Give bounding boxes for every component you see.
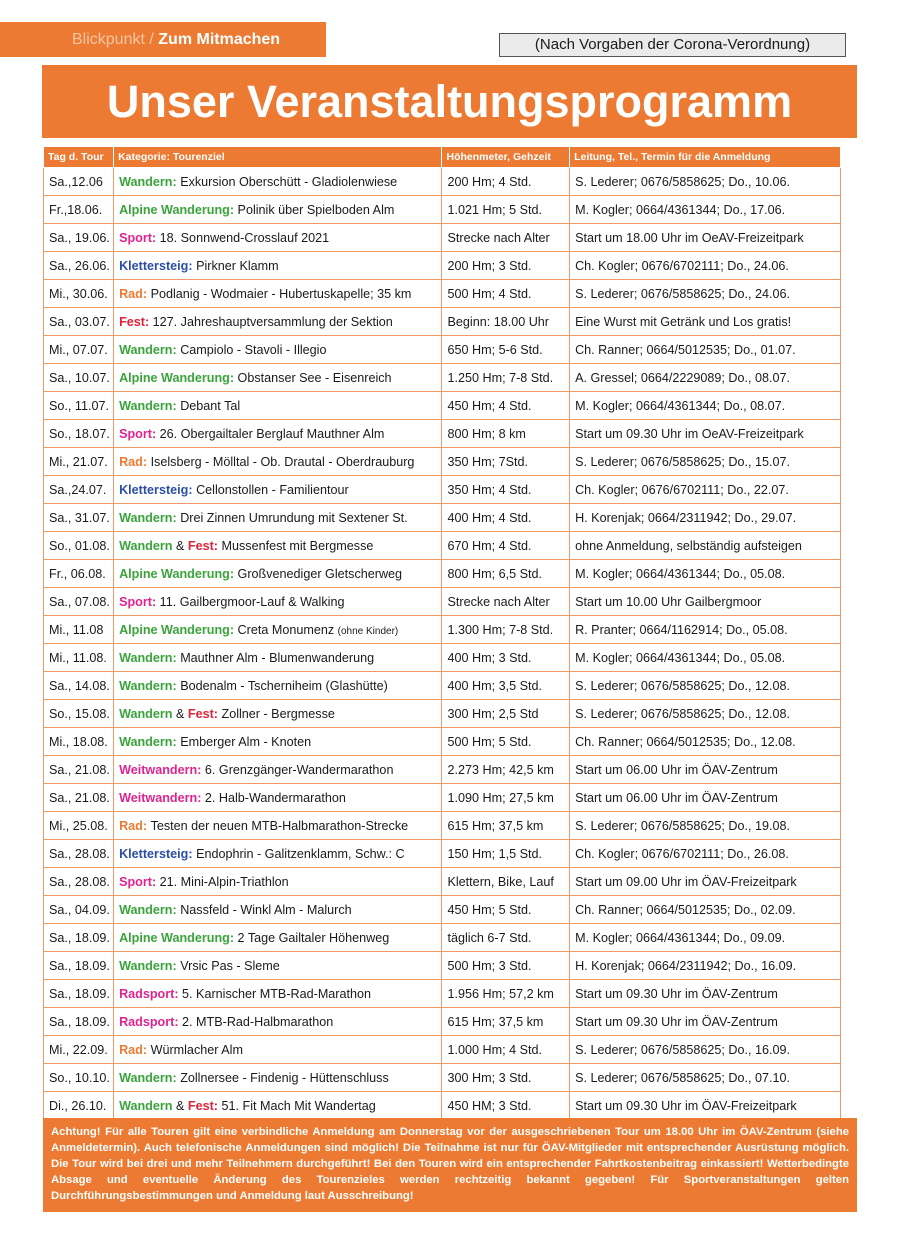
- tour-target: Bodenalm - Tscherniheim (Glashütte): [180, 678, 388, 693]
- row-category-target: [114, 280, 442, 308]
- category-colon: :: [174, 986, 183, 1001]
- category-colon: :: [172, 510, 181, 525]
- category-label: Klettersteig: [119, 846, 189, 861]
- row-date: So., 15.08.: [44, 700, 114, 728]
- row-lead: S. Lederer; 0676/5858625; Do., 16.09.: [570, 1036, 841, 1064]
- tour-target: Zollner - Bergmesse: [221, 706, 335, 721]
- category-colon: :: [144, 314, 153, 329]
- category-colon: :: [229, 202, 238, 217]
- row-height-time: 400 Hm; 3 Std.: [442, 644, 570, 672]
- tour-target: 2. Halb-Wandermarathon: [204, 790, 346, 805]
- tour-target: 5. Karnischer MTB-Rad-Marathon: [182, 986, 372, 1001]
- category-label: Wandern: [119, 1098, 173, 1113]
- table-row: [44, 672, 841, 700]
- row-height-time: 300 Hm; 2,5 Std: [442, 700, 570, 728]
- category-label: Wandern: [119, 1070, 173, 1085]
- row-date: Sa., 18.09.: [44, 924, 114, 952]
- row-category-target: [114, 924, 442, 952]
- corona-note: (Nach Vorgaben der Corona-Verordnung): [499, 33, 846, 57]
- table-row: [44, 532, 841, 560]
- table-row: [44, 896, 841, 924]
- row-category-target: [114, 616, 442, 644]
- category-colon: :: [172, 678, 181, 693]
- category-label: Radsport: [119, 986, 175, 1001]
- tour-target: Campiolo - Stavoli - Illegio: [180, 342, 327, 357]
- row-category-target: [114, 672, 442, 700]
- row-date: Sa., 18.09.: [44, 980, 114, 1008]
- header-category: Kategorie: Tourenziel: [114, 147, 442, 168]
- category-label: Fest: [187, 538, 214, 553]
- table-row: [44, 868, 841, 896]
- row-date: Sa., 31.07.: [44, 504, 114, 532]
- row-category-target: [114, 252, 442, 280]
- row-category-target: [114, 1092, 442, 1120]
- category-colon: :: [151, 874, 160, 889]
- category-colon: :: [142, 1042, 151, 1057]
- row-lead: S. Lederer; 0676/5858625; Do., 07.10.: [570, 1064, 841, 1092]
- row-lead: Start um 06.00 Uhr im ÖAV-Zentrum: [570, 784, 841, 812]
- subsection-label: Zum Mitmachen: [158, 31, 281, 48]
- row-lead: S. Lederer; 0676/5858625; Do., 12.08.: [570, 700, 841, 728]
- row-lead: Eine Wurst mit Getränk und Los gratis!: [570, 308, 841, 336]
- tour-target: 18. Sonnwend-Crosslauf 2021: [159, 230, 330, 245]
- table-row: [44, 980, 841, 1008]
- row-height-time: Klettern, Bike, Lauf: [442, 868, 570, 896]
- row-height-time: 1.090 Hm; 27,5 km: [442, 784, 570, 812]
- table-row: [44, 924, 841, 952]
- category-colon: :: [172, 342, 181, 357]
- row-height-time: 150 Hm; 1,5 Std.: [442, 840, 570, 868]
- tour-target: Testen der neuen MTB-Halbmarathon-Strecke: [150, 818, 409, 833]
- row-height-time: 400 Hm; 4 Std.: [442, 504, 570, 532]
- row-category-target: [114, 1064, 442, 1092]
- category-label: Klettersteig: [119, 482, 189, 497]
- tour-target: Polinik über Spielboden Alm: [237, 202, 395, 217]
- header-height: Höhenmeter, Gehzeit: [442, 147, 570, 168]
- category-colon: :: [229, 370, 238, 385]
- table-row: [44, 476, 841, 504]
- category-colon: :: [213, 706, 222, 721]
- row-date: Sa., 28.08.: [44, 868, 114, 896]
- row-date: Sa., 07.08.: [44, 588, 114, 616]
- category-label: Wandern: [119, 538, 173, 553]
- table-row: [44, 1036, 841, 1064]
- row-lead: Start um 18.00 Uhr im OeAV-Freizeitpark: [570, 224, 841, 252]
- row-height-time: Strecke nach Alter: [442, 224, 570, 252]
- category-colon: :: [174, 1014, 183, 1029]
- category-colon: :: [172, 958, 181, 973]
- tour-target: Endophrin - Galitzenklamm, Schw.: C: [196, 846, 405, 861]
- category-label: Wandern: [119, 650, 173, 665]
- category-colon: :: [172, 650, 181, 665]
- tour-target: Pirkner Klamm: [196, 258, 279, 273]
- row-date: So., 01.08.: [44, 532, 114, 560]
- row-height-time: Strecke nach Alter: [442, 588, 570, 616]
- category-label: Alpine Wanderung: [119, 566, 230, 581]
- category-label: Fest: [119, 314, 145, 329]
- row-date: Sa., 14.08.: [44, 672, 114, 700]
- table-row: [44, 420, 841, 448]
- row-category-target: [114, 784, 442, 812]
- category-label: Fest: [187, 1098, 214, 1113]
- category-label: Wandern: [119, 734, 173, 749]
- row-category-target: [114, 560, 442, 588]
- row-category-target: [114, 336, 442, 364]
- row-lead: M. Kogler; 0664/4361344; Do., 05.08.: [570, 644, 841, 672]
- row-date: Mi., 07.07.: [44, 336, 114, 364]
- category-label: Sport: [119, 874, 152, 889]
- row-date: Mi., 11.08.: [44, 644, 114, 672]
- tour-target: Emberger Alm - Knoten: [180, 734, 312, 749]
- row-category-target: [114, 644, 442, 672]
- row-height-time: 1.300 Hm; 7-8 Std.: [442, 616, 570, 644]
- table-row: [44, 252, 841, 280]
- table-row: [44, 644, 841, 672]
- row-lead: Start um 09.30 Uhr im OeAV-Freizeitpark: [570, 420, 841, 448]
- row-lead: R. Pranter; 0664/1162914; Do., 05.08.: [570, 616, 841, 644]
- row-category-target: [114, 448, 442, 476]
- category-colon: :: [188, 482, 197, 497]
- category-colon: :: [197, 762, 205, 777]
- category-label: Rad: [119, 454, 143, 469]
- category-colon: :: [142, 454, 151, 469]
- row-lead: H. Korenjak; 0664/2311942; Do., 16.09.: [570, 952, 841, 980]
- row-height-time: 450 Hm; 4 Std.: [442, 392, 570, 420]
- row-date: Sa., 28.08.: [44, 840, 114, 868]
- category-colon: :: [172, 174, 181, 189]
- category-label: Sport: [119, 426, 152, 441]
- row-category-target: [114, 728, 442, 756]
- tour-target: Podlanig - Wodmaier - Hubertuskapelle; 35 km: [150, 286, 412, 301]
- row-lead: S. Lederer; 0676/5858625; Do., 19.08.: [570, 812, 841, 840]
- table-row: [44, 700, 841, 728]
- row-height-time: 2.273 Hm; 42,5 km: [442, 756, 570, 784]
- row-lead: Start um 09.30 Uhr im ÖAV-Freizeitpark: [570, 1092, 841, 1120]
- row-lead: A. Gressel; 0664/2229089; Do., 08.07.: [570, 364, 841, 392]
- table-row: [44, 840, 841, 868]
- category-label: Wandern: [119, 398, 173, 413]
- row-category-target: [114, 700, 442, 728]
- table-row: [44, 728, 841, 756]
- row-date: Mi., 11.08: [44, 616, 114, 644]
- row-date: So., 18.07.: [44, 420, 114, 448]
- row-lead: Start um 06.00 Uhr im ÖAV-Zentrum: [570, 756, 841, 784]
- category-colon: :: [172, 734, 181, 749]
- tour-target: 2. MTB-Rad-Halbmarathon: [182, 1014, 334, 1029]
- table-row: [44, 1092, 841, 1120]
- table-row: [44, 756, 841, 784]
- header-lead: Leitung, Tel., Termin für die Anmeldung: [570, 147, 841, 168]
- category-colon: :: [188, 258, 197, 273]
- program-table: [43, 146, 841, 1120]
- row-category-target: [114, 952, 442, 980]
- row-height-time: 800 Hm; 6,5 Std.: [442, 560, 570, 588]
- row-lead: Start um 09.30 Uhr im ÖAV-Zentrum: [570, 1008, 841, 1036]
- row-lead: S. Lederer; 0676/5858625; Do., 10.06.: [570, 168, 841, 196]
- header-date: Tag d. Tour: [44, 147, 114, 168]
- table-row: [44, 308, 841, 336]
- row-category-target: [114, 308, 442, 336]
- row-date: Mi., 30.06.: [44, 280, 114, 308]
- row-height-time: 800 Hm; 8 km: [442, 420, 570, 448]
- row-height-time: 350 Hm; 7Std.: [442, 448, 570, 476]
- row-height-time: täglich 6-7 Std.: [442, 924, 570, 952]
- section-label: Blickpunkt /: [72, 31, 154, 48]
- row-category-target: [114, 364, 442, 392]
- row-lead: Start um 10.00 Uhr Gailbergmoor: [570, 588, 841, 616]
- tour-target: Iselsberg - Mölltal - Ob. Drautal - Oberdrauburg: [150, 454, 415, 469]
- row-height-time: 650 Hm; 5-6 Std.: [442, 336, 570, 364]
- row-lead: Ch. Ranner; 0664/5012535; Do., 01.07.: [570, 336, 841, 364]
- row-lead: Ch. Kogler; 0676/6702111; Do., 24.06.: [570, 252, 841, 280]
- table-row: [44, 280, 841, 308]
- row-category-target: [114, 420, 442, 448]
- row-lead: S. Lederer; 0676/5858625; Do., 12.08.: [570, 672, 841, 700]
- category-label: Wandern: [119, 174, 173, 189]
- row-date: Sa., 18.09.: [44, 1008, 114, 1036]
- tour-target: 6. Grenzgänger-Wandermarathon: [204, 762, 394, 777]
- category-label: Alpine Wanderung: [119, 202, 230, 217]
- category-label: Sport: [119, 230, 152, 245]
- row-category-target: [114, 840, 442, 868]
- tour-target: Mauthner Alm - Blumenwanderung: [180, 650, 375, 665]
- row-date: Mi., 21.07.: [44, 448, 114, 476]
- footer-notice: Achtung! Für alle Touren gilt eine verbindliche Anmeldung am Donnerstag vor der ausgeschriebenen Tour um 18.00 Uhr im ÖAV-Zentrum (siehe Anmeldetermin). Auch telefonische Anmeldungen sind möglich! Die Teilnahme ist nur für ÖAV-Mitglieder mit entsprechender Ausrüstung möglich. Die Tour wird bei drei und mehr Teilnehmern durchgeführt! Bei den Touren wird ein entsprechender Fahrtkostenbeitrag einkassiert! Wetterbedingte Absage und eventuelle Änderung des Tourenzieles werden rechtzeitig bekannt gegeben! Für Sportveranstaltungen gelten Durchführungsbestimmungen und Anmeldung laut Ausschreibung!: [43, 1118, 857, 1212]
- category-colon: :: [188, 846, 197, 861]
- tour-target: 21. Mini-Alpin-Triathlon: [159, 874, 289, 889]
- row-height-time: 615 Hm; 37,5 km: [442, 1008, 570, 1036]
- category-label: Weitwandern: [119, 762, 198, 777]
- row-date: Sa.,12.06: [44, 168, 114, 196]
- category-separator: &: [172, 706, 188, 721]
- row-date: Sa., 26.06.: [44, 252, 114, 280]
- row-category-target: [114, 980, 442, 1008]
- category-label: Wandern: [119, 342, 173, 357]
- tour-target: 127. Jahreshauptversammlung der Sektion: [152, 314, 393, 329]
- tour-target: Zollnersee - Findenig - Hüttenschluss: [180, 1070, 389, 1085]
- tour-target: Nassfeld - Winkl Alm - Malurch: [180, 902, 352, 917]
- table-body: [44, 168, 841, 1120]
- tour-target: Drei Zinnen Umrundung mit Sextener St.: [180, 510, 408, 525]
- table-row: [44, 196, 841, 224]
- row-category-target: [114, 196, 442, 224]
- category-colon: :: [229, 622, 238, 637]
- row-category-target: [114, 476, 442, 504]
- table-row: [44, 448, 841, 476]
- row-category-target: [114, 896, 442, 924]
- category-label: Rad: [119, 1042, 143, 1057]
- row-lead: M. Kogler; 0664/4361344; Do., 05.08.: [570, 560, 841, 588]
- category-label: Wandern: [119, 958, 173, 973]
- table-row: [44, 392, 841, 420]
- row-lead: Ch. Ranner; 0664/5012535; Do., 02.09.: [570, 896, 841, 924]
- row-height-time: 1.250 Hm; 7-8 Std.: [442, 364, 570, 392]
- table-row: [44, 224, 841, 252]
- category-colon: :: [213, 1098, 222, 1113]
- row-date: So., 11.07.: [44, 392, 114, 420]
- row-lead: Ch. Kogler; 0676/6702111; Do., 22.07.: [570, 476, 841, 504]
- row-height-time: 615 Hm; 37,5 km: [442, 812, 570, 840]
- row-category-target: [114, 756, 442, 784]
- row-date: Mi., 18.08.: [44, 728, 114, 756]
- row-date: Sa., 04.09.: [44, 896, 114, 924]
- row-height-time: 670 Hm; 4 Std.: [442, 532, 570, 560]
- row-lead: Start um 09.30 Uhr im ÖAV-Zentrum: [570, 980, 841, 1008]
- category-label: Wandern: [119, 678, 173, 693]
- row-category-target: [114, 1008, 442, 1036]
- row-date: Sa., 18.09.: [44, 952, 114, 980]
- category-label: Sport: [119, 594, 152, 609]
- table-row: [44, 1064, 841, 1092]
- tour-target: Mussenfest mit Bergmesse: [221, 538, 374, 553]
- category-label: Wandern: [119, 510, 173, 525]
- row-height-time: 450 Hm; 5 Std.: [442, 896, 570, 924]
- row-height-time: 500 Hm; 3 Std.: [442, 952, 570, 980]
- row-lead: Ch. Kogler; 0676/6702111; Do., 26.08.: [570, 840, 841, 868]
- row-height-time: 1.956 Hm; 57,2 km: [442, 980, 570, 1008]
- category-label: Rad: [119, 286, 143, 301]
- category-colon: :: [229, 566, 238, 581]
- row-lead: S. Lederer; 0676/5858625; Do., 15.07.: [570, 448, 841, 476]
- table-row: [44, 168, 841, 196]
- category-label: Radsport: [119, 1014, 175, 1029]
- table-row: [44, 364, 841, 392]
- row-date: Sa., 19.06.: [44, 224, 114, 252]
- category-label: Alpine Wanderung: [119, 930, 230, 945]
- row-lead: M. Kogler; 0664/4361344; Do., 08.07.: [570, 392, 841, 420]
- row-height-time: 400 Hm; 3,5 Std.: [442, 672, 570, 700]
- category-colon: :: [172, 902, 181, 917]
- row-date: Di., 26.10.: [44, 1092, 114, 1120]
- row-date: Mi., 25.08.: [44, 812, 114, 840]
- tour-target: Vrsic Pas - Sleme: [180, 958, 280, 973]
- category-colon: :: [151, 230, 160, 245]
- tour-target: 51. Fit Mach Mit Wandertag: [221, 1098, 376, 1113]
- row-date: Fr., 06.08.: [44, 560, 114, 588]
- category-label: Wandern: [119, 902, 173, 917]
- row-height-time: 500 Hm; 4 Std.: [442, 280, 570, 308]
- category-colon: :: [229, 930, 238, 945]
- table-row: [44, 952, 841, 980]
- row-lead: M. Kogler; 0664/4361344; Do., 17.06.: [570, 196, 841, 224]
- row-date: Fr.,18.06.: [44, 196, 114, 224]
- row-date: Mi., 22.09.: [44, 1036, 114, 1064]
- tour-target-note: (ohne Kinder): [337, 625, 399, 637]
- tour-target: Cellonstollen - Familientour: [196, 482, 349, 497]
- table-row: [44, 504, 841, 532]
- row-date: Sa., 21.08.: [44, 784, 114, 812]
- category-colon: :: [172, 398, 181, 413]
- row-height-time: 450 HM; 3 Std.: [442, 1092, 570, 1120]
- row-height-time: Beginn: 18.00 Uhr: [442, 308, 570, 336]
- category-label: Rad: [119, 818, 143, 833]
- row-height-time: 200 Hm; 4 Std.: [442, 168, 570, 196]
- table-row: [44, 616, 841, 644]
- row-date: So., 10.10.: [44, 1064, 114, 1092]
- tour-target: Debant Tal: [180, 398, 241, 413]
- row-date: Sa., 10.07.: [44, 364, 114, 392]
- row-category-target: [114, 532, 442, 560]
- tour-target: 2 Tage Gailtaler Höhenweg: [237, 930, 390, 945]
- row-category-target: [114, 868, 442, 896]
- tour-target: Exkursion Oberschütt - Gladiolenwiese: [180, 174, 398, 189]
- category-colon: :: [172, 1070, 181, 1085]
- row-category-target: [114, 504, 442, 532]
- row-lead: H. Korenjak; 0664/2311942; Do., 29.07.: [570, 504, 841, 532]
- category-colon: :: [151, 594, 160, 609]
- table-row: [44, 812, 841, 840]
- row-lead: S. Lederer; 0676/5858625; Do., 24.06.: [570, 280, 841, 308]
- tour-target: Creta Monumenz: [237, 622, 335, 637]
- row-category-target: [114, 224, 442, 252]
- category-label: Fest: [187, 706, 214, 721]
- row-lead: Start um 09.00 Uhr im ÖAV-Freizeitpark: [570, 868, 841, 896]
- table-row: [44, 336, 841, 364]
- category-label: Weitwandern: [119, 790, 198, 805]
- row-date: Sa., 03.07.: [44, 308, 114, 336]
- category-label: Alpine Wanderung: [119, 622, 230, 637]
- tour-target: Würmlacher Alm: [150, 1042, 243, 1057]
- row-lead: Ch. Ranner; 0664/5012535; Do., 12.08.: [570, 728, 841, 756]
- row-height-time: 1.021 Hm; 5 Std.: [442, 196, 570, 224]
- table-row: [44, 560, 841, 588]
- row-date: Sa.,24.07.: [44, 476, 114, 504]
- row-height-time: 500 Hm; 5 Std.: [442, 728, 570, 756]
- category-colon: :: [197, 790, 205, 805]
- category-label: Wandern: [119, 706, 173, 721]
- row-height-time: 350 Hm; 4 Std.: [442, 476, 570, 504]
- row-category-target: [114, 588, 442, 616]
- row-category-target: [114, 812, 442, 840]
- table-row: [44, 588, 841, 616]
- category-colon: :: [142, 818, 151, 833]
- table-header-row: [44, 147, 841, 168]
- category-colon: :: [142, 286, 151, 301]
- category-separator: &: [172, 1098, 188, 1113]
- row-height-time: 200 Hm; 3 Std.: [442, 252, 570, 280]
- row-category-target: [114, 1036, 442, 1064]
- row-lead: ohne Anmeldung, selbständig aufsteigen: [570, 532, 841, 560]
- category-label: Alpine Wanderung: [119, 370, 230, 385]
- category-label: Klettersteig: [119, 258, 189, 273]
- row-height-time: 300 Hm; 3 Std.: [442, 1064, 570, 1092]
- row-lead: M. Kogler; 0664/4361344; Do., 09.09.: [570, 924, 841, 952]
- tour-target: Obstanser See - Eisenreich: [237, 370, 392, 385]
- tour-target: Großvenediger Gletscherweg: [237, 566, 403, 581]
- row-category-target: [114, 168, 442, 196]
- table-row: [44, 1008, 841, 1036]
- page-title: Unser Veranstaltungsprogramm: [42, 65, 857, 138]
- tour-target: 11. Gailbergmoor-Lauf & Walking: [159, 594, 345, 609]
- row-height-time: 1.000 Hm; 4 Std.: [442, 1036, 570, 1064]
- category-colon: :: [213, 538, 222, 553]
- category-colon: :: [151, 426, 160, 441]
- row-date: Sa., 21.08.: [44, 756, 114, 784]
- row-category-target: [114, 392, 442, 420]
- section-tag: [0, 22, 326, 57]
- tour-target: 26. Obergailtaler Berglauf Mauthner Alm: [159, 426, 385, 441]
- category-separator: &: [172, 538, 188, 553]
- table-row: [44, 784, 841, 812]
